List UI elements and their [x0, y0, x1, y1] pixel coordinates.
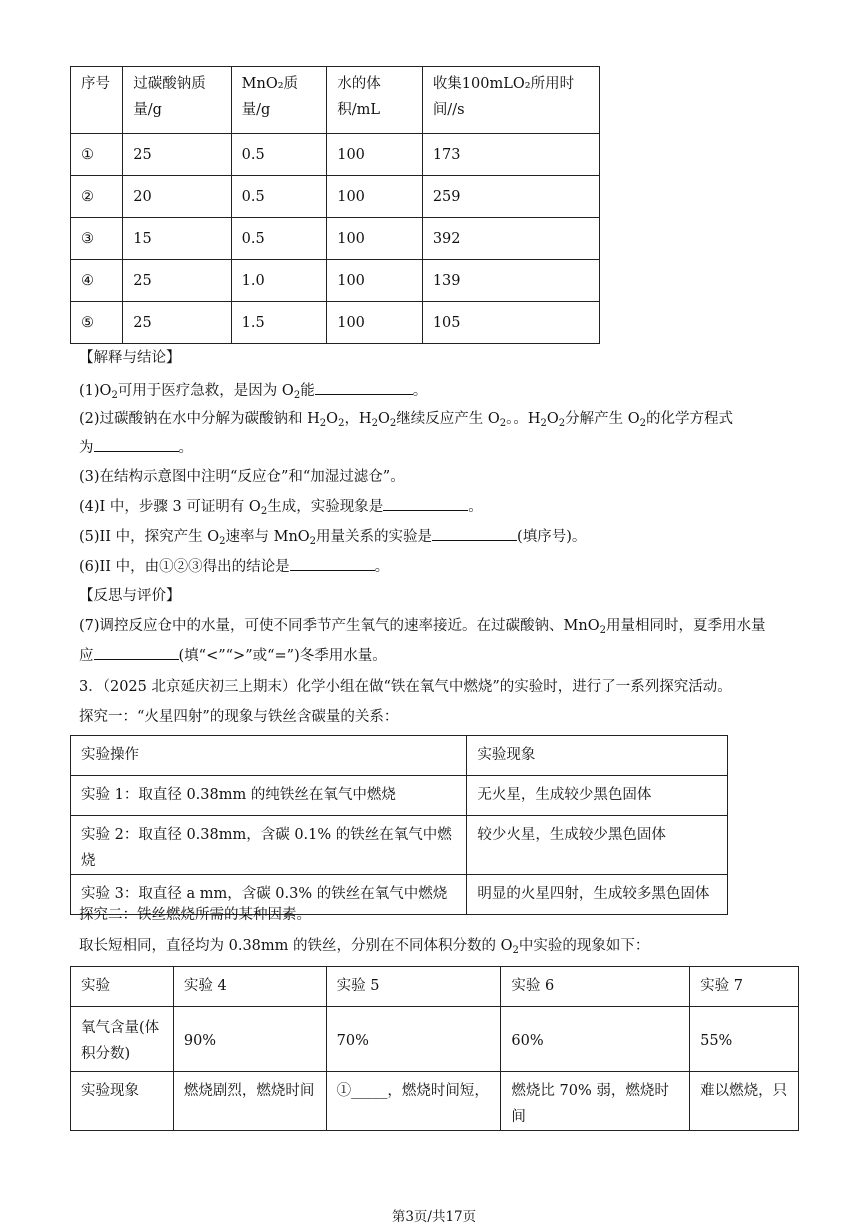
- table-cell: 139: [422, 260, 599, 302]
- table3-header: 实验 4: [173, 967, 326, 1007]
- table-row: [71, 967, 799, 1007]
- page-number: 第3页/共17页: [391, 1209, 477, 1225]
- table-cell: 25: [123, 302, 231, 344]
- table-cell: ④: [71, 260, 123, 302]
- table2-header: 实验现象: [467, 736, 728, 776]
- table-cell: 实验现象: [71, 1072, 174, 1131]
- table-cell: 173: [422, 134, 599, 176]
- question-7-cont: 应 (填“<”“>”或“=”)冬季用水量。: [79, 645, 387, 667]
- table-cell: 0.5: [231, 176, 327, 218]
- question-6: (6)II 中，由①②③得出的结论是 。: [79, 556, 389, 578]
- table-cell: 100: [327, 218, 423, 260]
- table-cell: 燃烧剧烈，燃烧时间: [173, 1072, 326, 1131]
- table-cell: ⑤: [71, 302, 123, 344]
- table-cell: 25: [123, 134, 231, 176]
- table-cell: ②: [71, 176, 123, 218]
- table-row: [71, 1072, 799, 1131]
- table3-header: 实验: [71, 967, 174, 1007]
- section-heading-conclusion: 【解释与结论】: [79, 350, 181, 366]
- table1-header: 序号: [71, 67, 123, 134]
- table-cell: 无火星，生成较少黑色固体: [467, 776, 728, 816]
- explore-2-description: 取长短相同，直径均为 0.38mm 的铁丝，分别在不同体积分数的 $O_2$中实验的现象如下：: [79, 938, 650, 956]
- table-cell: 20: [123, 176, 231, 218]
- table-cell: 1.5: [231, 302, 327, 344]
- table-cell: 100: [327, 302, 423, 344]
- table-cell: 难以燃烧，只: [690, 1072, 799, 1131]
- table-cell: 1.0: [231, 260, 327, 302]
- answer-blank[interactable]: [383, 496, 468, 511]
- table-cell: 实验 1：取直径 0.38mm 的纯铁丝在氧气中燃烧: [71, 776, 467, 816]
- table-row: [71, 176, 600, 218]
- table-cell: 259: [422, 176, 599, 218]
- table-cell: ③: [71, 218, 123, 260]
- table-row: [71, 302, 600, 344]
- table-cell: 70%: [326, 1007, 501, 1072]
- problem-3-intro: 3．（2025 北京延庆初三上期末）化学小组在做“铁在氧气中燃烧”的实验时，进行了一系列探究活动。: [79, 679, 732, 695]
- table1-header: 过碳酸钠质量/g: [123, 67, 231, 134]
- table1-header: 收集100mLO₂所用时间//s: [422, 67, 599, 134]
- table-cell: 100: [327, 176, 423, 218]
- table-cell: 392: [422, 218, 599, 260]
- answer-blank[interactable]: [290, 556, 375, 571]
- table1-header: MnO₂质量/g: [231, 67, 327, 134]
- table-cell: 55%: [690, 1007, 799, 1072]
- table-cell: 15: [123, 218, 231, 260]
- table-cell: 明显的火星四射，生成较多黑色固体: [467, 875, 728, 915]
- table-row: [71, 776, 728, 816]
- table3-header: 实验 7: [690, 967, 799, 1007]
- table-cell: 60%: [501, 1007, 690, 1072]
- table3-header: 实验 5: [326, 967, 501, 1007]
- table-cell: 0.5: [231, 134, 327, 176]
- table-row: [71, 816, 728, 875]
- experiment-table-3: [70, 966, 799, 1131]
- answer-blank[interactable]: [315, 380, 413, 395]
- table-cell: 实验 2：取直径 0.38mm，含碳 0.1% 的铁丝在氧气中燃烧: [71, 816, 467, 875]
- question-2-cont: 为 。: [79, 437, 193, 459]
- table-cell: 100: [327, 260, 423, 302]
- experiment-table-1: [70, 66, 600, 344]
- table-cell: 氧气含量(体积分数): [71, 1007, 174, 1072]
- table-row: [71, 260, 600, 302]
- table-cell: 90%: [173, 1007, 326, 1072]
- question-3: (3)在结构示意图中注明“反应仓”和“加湿过滤仓”。: [79, 469, 405, 485]
- table-row: [71, 134, 600, 176]
- answer-blank[interactable]: [94, 437, 179, 452]
- table-cell: 0.5: [231, 218, 327, 260]
- question-5: (5)II 中，探究产生 $O_2$速率与 MnO$_2$用量关系的实验是 (填序号)。: [79, 526, 586, 548]
- section-heading-reflection: 【反思与评价】: [79, 588, 181, 604]
- table-cell: ①: [71, 134, 123, 176]
- explore-2-heading: 探究二：铁丝燃烧所需的某种因素。: [79, 907, 311, 923]
- table-row: [71, 218, 600, 260]
- question-2: (2)过碳酸钠在水中分解为碳酸钠和 $H_2O_2$，$H_2O_2$继续反应产生 $O_2$。。$H_2O_2$分解产生 $O_2$的化学方程式: [79, 411, 734, 429]
- table-cell: 实验 3：取直径 a mm，含碳 0.3% 的铁丝在氧气中燃烧: [71, 875, 467, 915]
- table-cell: 100: [327, 134, 423, 176]
- question-4: (4)I 中，步骤 3 可证明有 $O_2$生成，实验现象是 。: [79, 496, 483, 518]
- table-row: [71, 736, 728, 776]
- table-cell: 25: [123, 260, 231, 302]
- explore-1-heading: 探究一：“火星四射”的现象与铁丝含碳量的关系：: [79, 709, 399, 725]
- experiment-table-2: [70, 735, 728, 915]
- table-cell: 较少火星，生成较少黑色固体: [467, 816, 728, 875]
- table1-header: 水的体积/mL: [327, 67, 423, 134]
- table2-header: 实验操作: [71, 736, 467, 776]
- question-7: (7)调控反应仓中的水量，可使不同季节产生氧气的速率接近。在过碳酸钠、MnO$_2$用量相同时，夏季用水量: [79, 618, 766, 636]
- table3-header: 实验 6: [501, 967, 690, 1007]
- table-cell: 燃烧比 70% 弱，燃烧时间: [501, 1072, 690, 1131]
- table-cell: ①_____，燃烧时间短，: [326, 1072, 501, 1131]
- table-cell: 105: [422, 302, 599, 344]
- answer-blank[interactable]: [94, 645, 179, 660]
- question-1: $(1)O_2$可用于医疗急救，是因为 $O_2$能 。: [79, 380, 427, 402]
- answer-blank[interactable]: [432, 526, 517, 541]
- table-row: [71, 1007, 799, 1072]
